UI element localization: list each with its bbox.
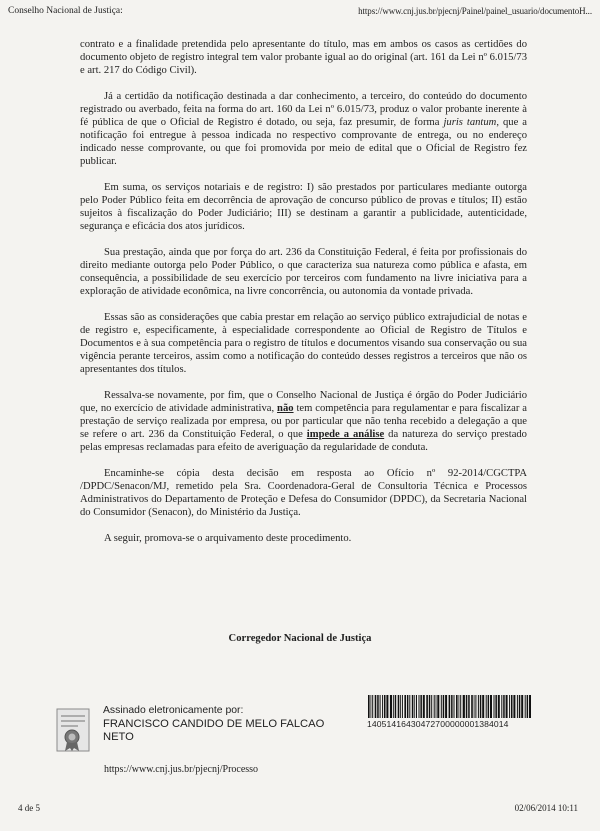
paragraph-4: Sua prestação, ainda que por força do art. 236 da Constituição Federal, é feita por profissionais do direito mediante outorga pelo Poder Público, o que caracteriza sua natureza como pública e afasta, em consequência, a possibilidade de seu exercício por terceiros com fundamento na livre iniciativa para a exploração de atividade econômica, na livre concorrência, ou autonomia da vontade privada. <box>80 247 527 297</box>
paragraph-7: Encaminhe-se cópia desta decisão em resposta ao Ofício nº 92-2014/CGCTPA /DPDC/Senacon/MJ, remetido pela Sra. Coordenadora-Geral de Consultoria Técnica e Processos Administrativos do Departamento de Proteção e Defesa do Consumidor (DPDC), da Secretaria Nacional do Consumidor (Senacon), do Ministério da Justiça. <box>80 468 527 518</box>
barcode-bar <box>449 695 451 718</box>
barcode-bar <box>368 695 370 718</box>
barcode-bar <box>445 695 447 718</box>
paragraph-6-text-c: da natureza do serviço prestado pelas empresas reclamadas para efeito de averiguação da regularidade de conduta. <box>80 429 527 453</box>
barcode-bar <box>437 695 439 718</box>
paragraph-6 <box>80 389 527 454</box>
barcode-bar <box>423 695 425 718</box>
barcode-bar <box>404 695 406 718</box>
barcode-bar <box>521 695 523 718</box>
barcode-bar <box>527 695 529 718</box>
paragraph-6-text-b: tem competência para regulamentar e para fiscalizar a prestação de serviço realizada por empresa, ou por particular que não tenha recebido a delegação a que se refere o art. 236 da Constituição Federal, o que <box>80 403 527 440</box>
paragraph-2 <box>80 90 527 168</box>
barcode-bar <box>380 695 381 718</box>
barcode-bar <box>517 695 518 718</box>
barcode-bar <box>525 695 526 718</box>
barcode-bar <box>511 695 513 718</box>
barcode-bar <box>490 695 492 718</box>
barcode-bar <box>460 695 461 718</box>
underlined-impede-analise: impede a análise <box>306 429 385 440</box>
barcode-bar <box>482 695 484 718</box>
barcode-bar <box>529 695 531 718</box>
barcode-bar <box>409 695 410 718</box>
barcode-bar <box>480 695 482 718</box>
barcode-bar <box>431 695 432 718</box>
barcode-bar <box>398 695 400 718</box>
barcode-bar <box>463 695 465 718</box>
barcode-bar <box>443 695 445 718</box>
barcode-bar <box>495 695 497 718</box>
barcode-bar <box>412 695 414 718</box>
barcode-bar <box>400 695 401 718</box>
barcode-bar <box>474 695 475 718</box>
barcode-bar <box>429 695 431 718</box>
header-left: Conselho Nacional de Justiça: <box>8 6 123 16</box>
barcode-bar <box>506 695 508 718</box>
barcode-bar <box>416 695 417 718</box>
barcode-bar <box>386 695 388 718</box>
signature-label: Assinado eletronicamente por: <box>103 705 244 716</box>
barcode <box>367 695 533 718</box>
barcode-bar <box>509 695 510 718</box>
paragraph-1: contrato e a finalidade pretendida pelo apresentante do título, mas em ambos os casos as certidões do documento objeto de registro integral tem valor probante igual ao do original (art. 161 da Lei nº 6.015/73 e art. 217 do Código Civil). <box>80 39 527 76</box>
paragraph-6-text-a: Ressalva-se novamente, por fim, que o Conselho Nacional de Justiça é órgão do Poder Judiciário que, no exercício de atividade administrativa, <box>80 390 527 414</box>
barcode-bar <box>475 695 476 718</box>
underlined-nao: não <box>277 403 294 414</box>
barcode-bar <box>471 695 473 718</box>
signer-name: FRANCISCO CANDIDO DE MELO FALCAO NETO <box>103 717 325 743</box>
barcode-bar <box>488 695 490 718</box>
barcode-bar <box>503 695 505 718</box>
barcode-bar <box>371 695 372 718</box>
barcode-bar <box>459 695 460 718</box>
barcode-bar <box>466 695 468 718</box>
paragraph-8: A seguir, promova-se o arquivamento deste procedimento. <box>104 533 352 544</box>
signer-title: Corregedor Nacional de Justiça <box>228 633 372 644</box>
paragraph-2-text-a: Já a certidão da notificação destinada a dar conhecimento, a terceiro, do conteúdo do documento registrado ou averbado, feita na forma do art. 160 da Lei nº 6.015/73, produz o valor probante inerente à fé pública de que o Oficial de Registro é dotado, ou seja, faz presumir, de forma <box>80 91 527 128</box>
barcode-bar <box>454 695 455 718</box>
barcode-bar <box>451 695 453 718</box>
barcode-bar <box>501 695 502 718</box>
paragraph-3: Em suma, os serviços notariais e de registro: I) são prestados por particulares mediante outorga pelo Poder Público feita em decorrência de aprovação de concurso público de provas e títulos; II) estão sujeitos à fiscalização do Poder Judiciário; III) se destinam a garantir a publicidade, autenticidade, segurança e eficácia dos atos jurídicos. <box>80 182 527 232</box>
barcode-bar <box>393 695 394 718</box>
barcode-bar <box>395 695 397 718</box>
barcode-bar <box>382 695 383 718</box>
barcode-bar <box>513 695 515 718</box>
barcode-bar <box>414 695 415 718</box>
barcode-bar <box>436 695 437 718</box>
barcode-bar <box>519 695 521 718</box>
barcode-bar <box>426 695 428 718</box>
barcode-bar <box>468 695 470 718</box>
document-body <box>80 38 527 558</box>
barcode-bar <box>494 695 495 718</box>
paragraph-2-text-b: , que a notificação foi entregue à pessoa indicada no respectivo comprovante de entrega, ou no endereço indicado nesse comprovante, ou que foi promovida por meio de edital que o Oficial de Registro fez publicar. <box>80 117 527 167</box>
barcode-bar <box>407 695 409 718</box>
barcode-bar <box>486 695 487 718</box>
page-number: 4 de 5 <box>18 803 40 813</box>
juris-tantum-italic: juris tantum <box>443 117 497 128</box>
barcode-bar <box>434 695 435 718</box>
barcode-bar <box>420 695 422 718</box>
barcode-bar <box>377 695 379 718</box>
barcode-bar <box>441 695 442 718</box>
signed-document-icon <box>56 708 90 752</box>
barcode-bar <box>402 695 403 718</box>
barcode-bar <box>390 695 392 718</box>
barcode-bar <box>419 695 420 718</box>
header-url: https://www.cnj.jus.br/pjecnj/Painel/painel_usuario/documentoH... <box>358 6 592 16</box>
barcode-bar <box>384 695 386 718</box>
barcode-bar <box>478 695 479 718</box>
print-datetime: 02/06/2014 10:11 <box>514 803 578 813</box>
barcode-bar <box>375 695 377 718</box>
barcode-bar <box>498 695 500 718</box>
barcode-bar <box>456 695 458 718</box>
barcode-number: 14051416430472700000001384014 <box>367 719 509 729</box>
electronic-signature <box>103 705 343 744</box>
barcode-bar <box>372 695 373 718</box>
process-url-link[interactable]: https://www.cnj.jus.br/pjecnj/Processo <box>104 764 259 775</box>
paragraph-5: Essas são as considerações que cabia prestar em relação ao serviço público extrajudicial de notas e de registro e, especificamente, à especialidade correspondente ao Oficial de Registro de Títulos e Documentos e à sua competência para o registro de títulos e documentos visando sua conservação ou sua vigência perante terceiros, assim como a notificação do conteúdo desses registros a terceiros que não os apresentantes dos títulos. <box>80 312 527 375</box>
